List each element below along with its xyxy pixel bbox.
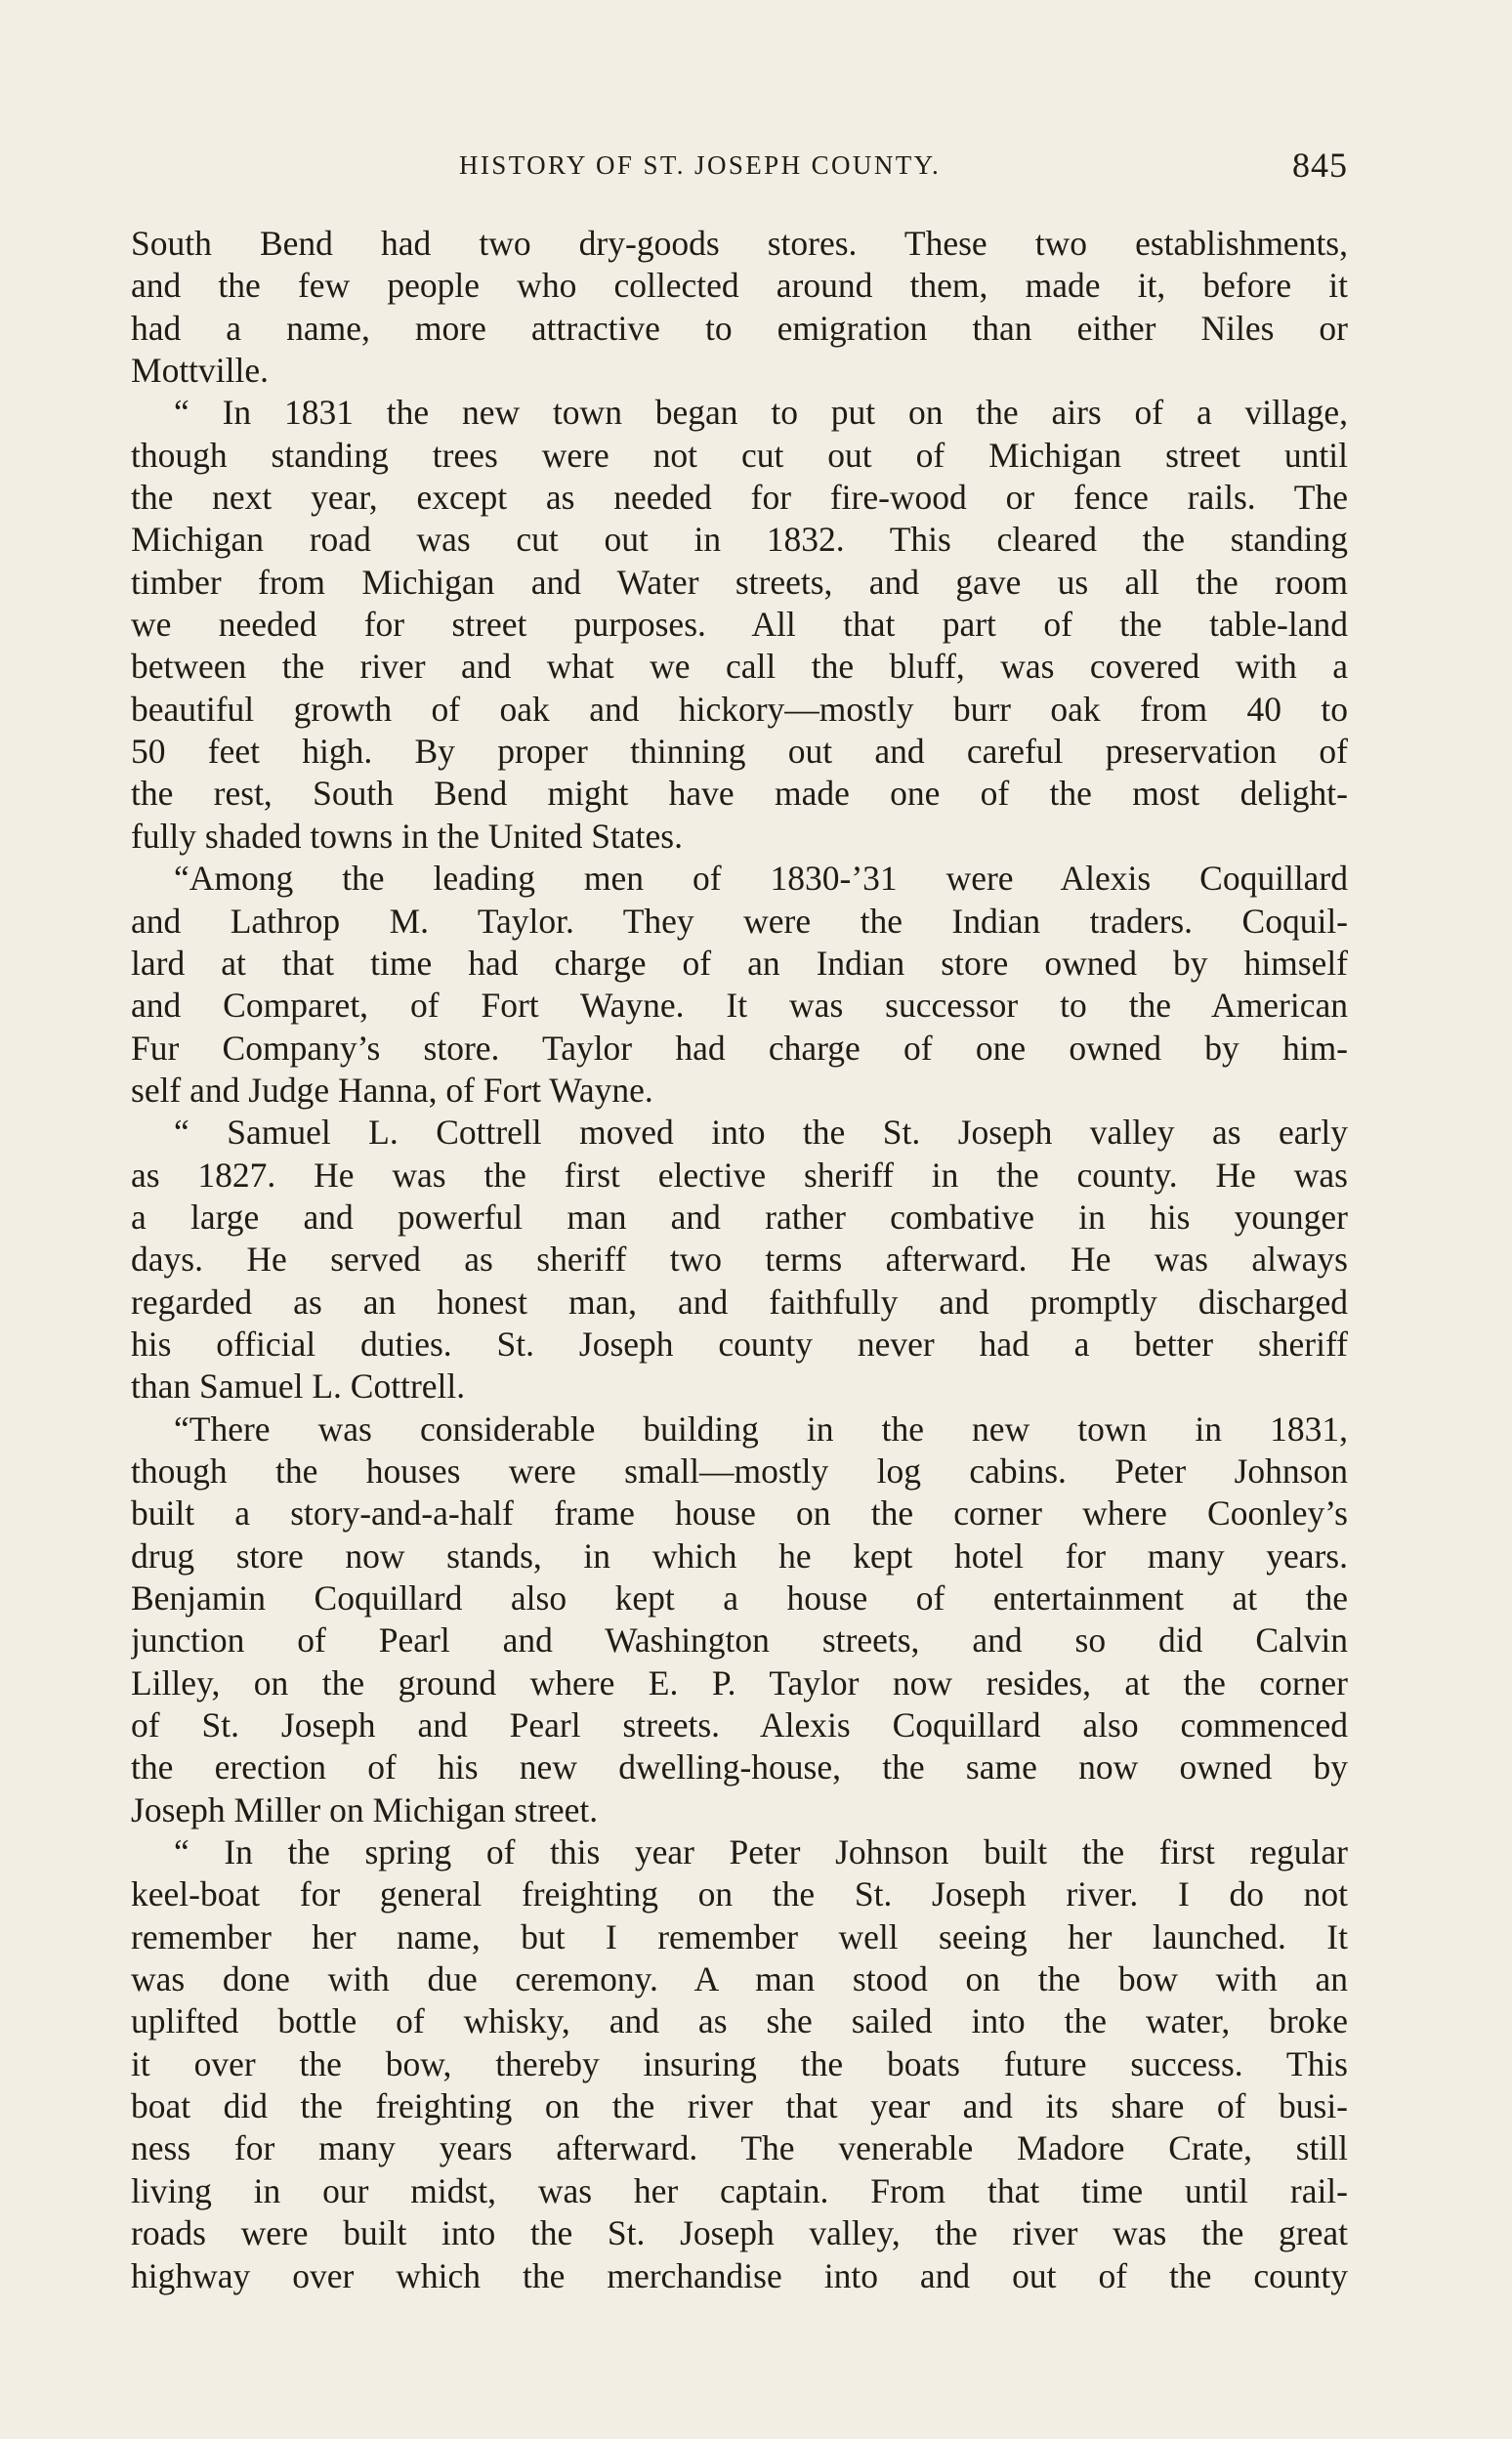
text-line: “ In 1831 the new town began to put on the airs of a village, xyxy=(174,393,1348,433)
text-line: 50 feet high. By proper thinning out and careful preservation of xyxy=(131,732,1348,772)
page-number: 845 xyxy=(1292,146,1348,185)
running-title: HISTORY OF ST. JOSEPH COUNTY. xyxy=(459,150,942,180)
text-line: though standing trees were not cut out of Michigan street until xyxy=(131,435,1348,475)
text-line: self and Judge Hanna, of Fort Wayne. xyxy=(131,1070,653,1110)
text-line: than Samuel L. Cottrell. xyxy=(131,1367,466,1407)
running-header xyxy=(131,145,1348,191)
text-line: a large and powerful man and rather combative in his younger xyxy=(131,1197,1348,1237)
text-line: Fur Company’s store. Taylor had charge of one owned by him- xyxy=(131,1028,1348,1068)
text-line: uplifted bottle of whisky, and as she sailed into the water, broke xyxy=(131,2001,1348,2041)
text-line: and Lathrop M. Taylor. They were the Indian traders. Coquil- xyxy=(131,901,1348,941)
text-line: beautiful growth of oak and hickory—mostly burr oak from 40 to xyxy=(131,689,1348,729)
text-line: ness for many years afterward. The venerable Madore Crate, still xyxy=(131,2128,1348,2168)
text-line: we needed for street purposes. All that part of the table-land xyxy=(131,605,1348,645)
text-line: was done with due ceremony. A man stood on the bow with an xyxy=(131,1959,1348,1999)
text-line: “There was considerable building in the new town in 1831, xyxy=(174,1409,1348,1449)
text-line: the rest, South Bend might have made one of the most delight- xyxy=(131,774,1348,814)
text-line: boat did the freighting on the river that year and its share of busi- xyxy=(131,2086,1348,2126)
body-text xyxy=(131,223,1348,2297)
paragraph xyxy=(131,858,1348,1112)
text-line: Michigan road was cut out in 1832. This cleared the standing xyxy=(131,520,1348,560)
text-line: Lilley, on the ground where E. P. Taylor now resides, at the corner xyxy=(131,1662,1348,1703)
text-line: his official duties. St. Joseph county never had a better sheriff xyxy=(131,1324,1348,1364)
text-line: lard at that time had charge of an Indian store owned by himself xyxy=(131,943,1348,983)
text-line: the next year, except as needed for fire-wood or fence rails. The xyxy=(131,478,1348,518)
text-line: highway over which the merchandise into and out of the county xyxy=(131,2255,1348,2295)
text-line: living in our midst, was her captain. From that time until rail- xyxy=(131,2170,1348,2210)
text-line: keel-boat for general freighting on the St. Joseph river. I do not xyxy=(131,1874,1348,1914)
paragraph xyxy=(131,223,1348,392)
text-line: the erection of his new dwelling-house, the same now owned by xyxy=(131,1747,1348,1787)
text-line: as 1827. He was the first elective sheriff in the county. He was xyxy=(131,1155,1348,1195)
text-line: regarded as an honest man, and faithfully and promptly discharged xyxy=(131,1282,1348,1322)
text-line: days. He served as sheriff two terms afterward. He was always xyxy=(131,1240,1348,1280)
text-line: it over the bow, thereby insuring the boats future success. This xyxy=(131,2043,1348,2083)
text-line: “ In the spring of this year Peter Johnson built the first regular xyxy=(174,1832,1348,1872)
text-line: had a name, more attractive to emigration than either Niles or xyxy=(131,308,1348,348)
text-line: Benjamin Coquillard also kept a house of entertainment at the xyxy=(131,1578,1348,1618)
text-line: “ Samuel L. Cottrell moved into the St. Joseph valley as early xyxy=(174,1113,1348,1153)
text-line: Mottville. xyxy=(131,351,270,391)
paragraph xyxy=(131,1112,1348,1408)
paragraph xyxy=(131,1409,1348,1831)
text-line: and the few people who collected around them, made it, before it xyxy=(131,266,1348,306)
text-line: remember her name, but I remember well seeing her launched. It xyxy=(131,1916,1348,1956)
text-line: Joseph Miller on Michigan street. xyxy=(131,1789,599,1829)
text-line: drug store now stands, in which he kept hotel for many years. xyxy=(131,1535,1348,1576)
text-line: fully shaded towns in the United States. xyxy=(131,816,683,856)
text-line: and Comparet, of Fort Wayne. It was successor to the American xyxy=(131,986,1348,1026)
text-line: between the river and what we call the bluff, was covered with a xyxy=(131,647,1348,687)
paragraph xyxy=(131,392,1348,858)
text-line: timber from Michigan and Water streets, and gave us all the room xyxy=(131,562,1348,602)
text-line: roads were built into the St. Joseph valley, the river was the great xyxy=(131,2213,1348,2253)
text-line: built a story-and-a-half frame house on the corner where Coonley’s xyxy=(131,1493,1348,1534)
text-line: junction of Pearl and Washington streets, and so did Calvin xyxy=(131,1620,1348,1661)
text-line: of St. Joseph and Pearl streets. Alexis Coquillard also commenced xyxy=(131,1705,1348,1745)
text-line: though the houses were small—mostly log cabins. Peter Johnson xyxy=(131,1451,1348,1491)
text-line: “Among the leading men of 1830-’31 were Alexis Coquillard xyxy=(174,859,1348,899)
text-line: South Bend had two dry-goods stores. These two establishments, xyxy=(131,224,1348,263)
paragraph xyxy=(131,1831,1348,2297)
